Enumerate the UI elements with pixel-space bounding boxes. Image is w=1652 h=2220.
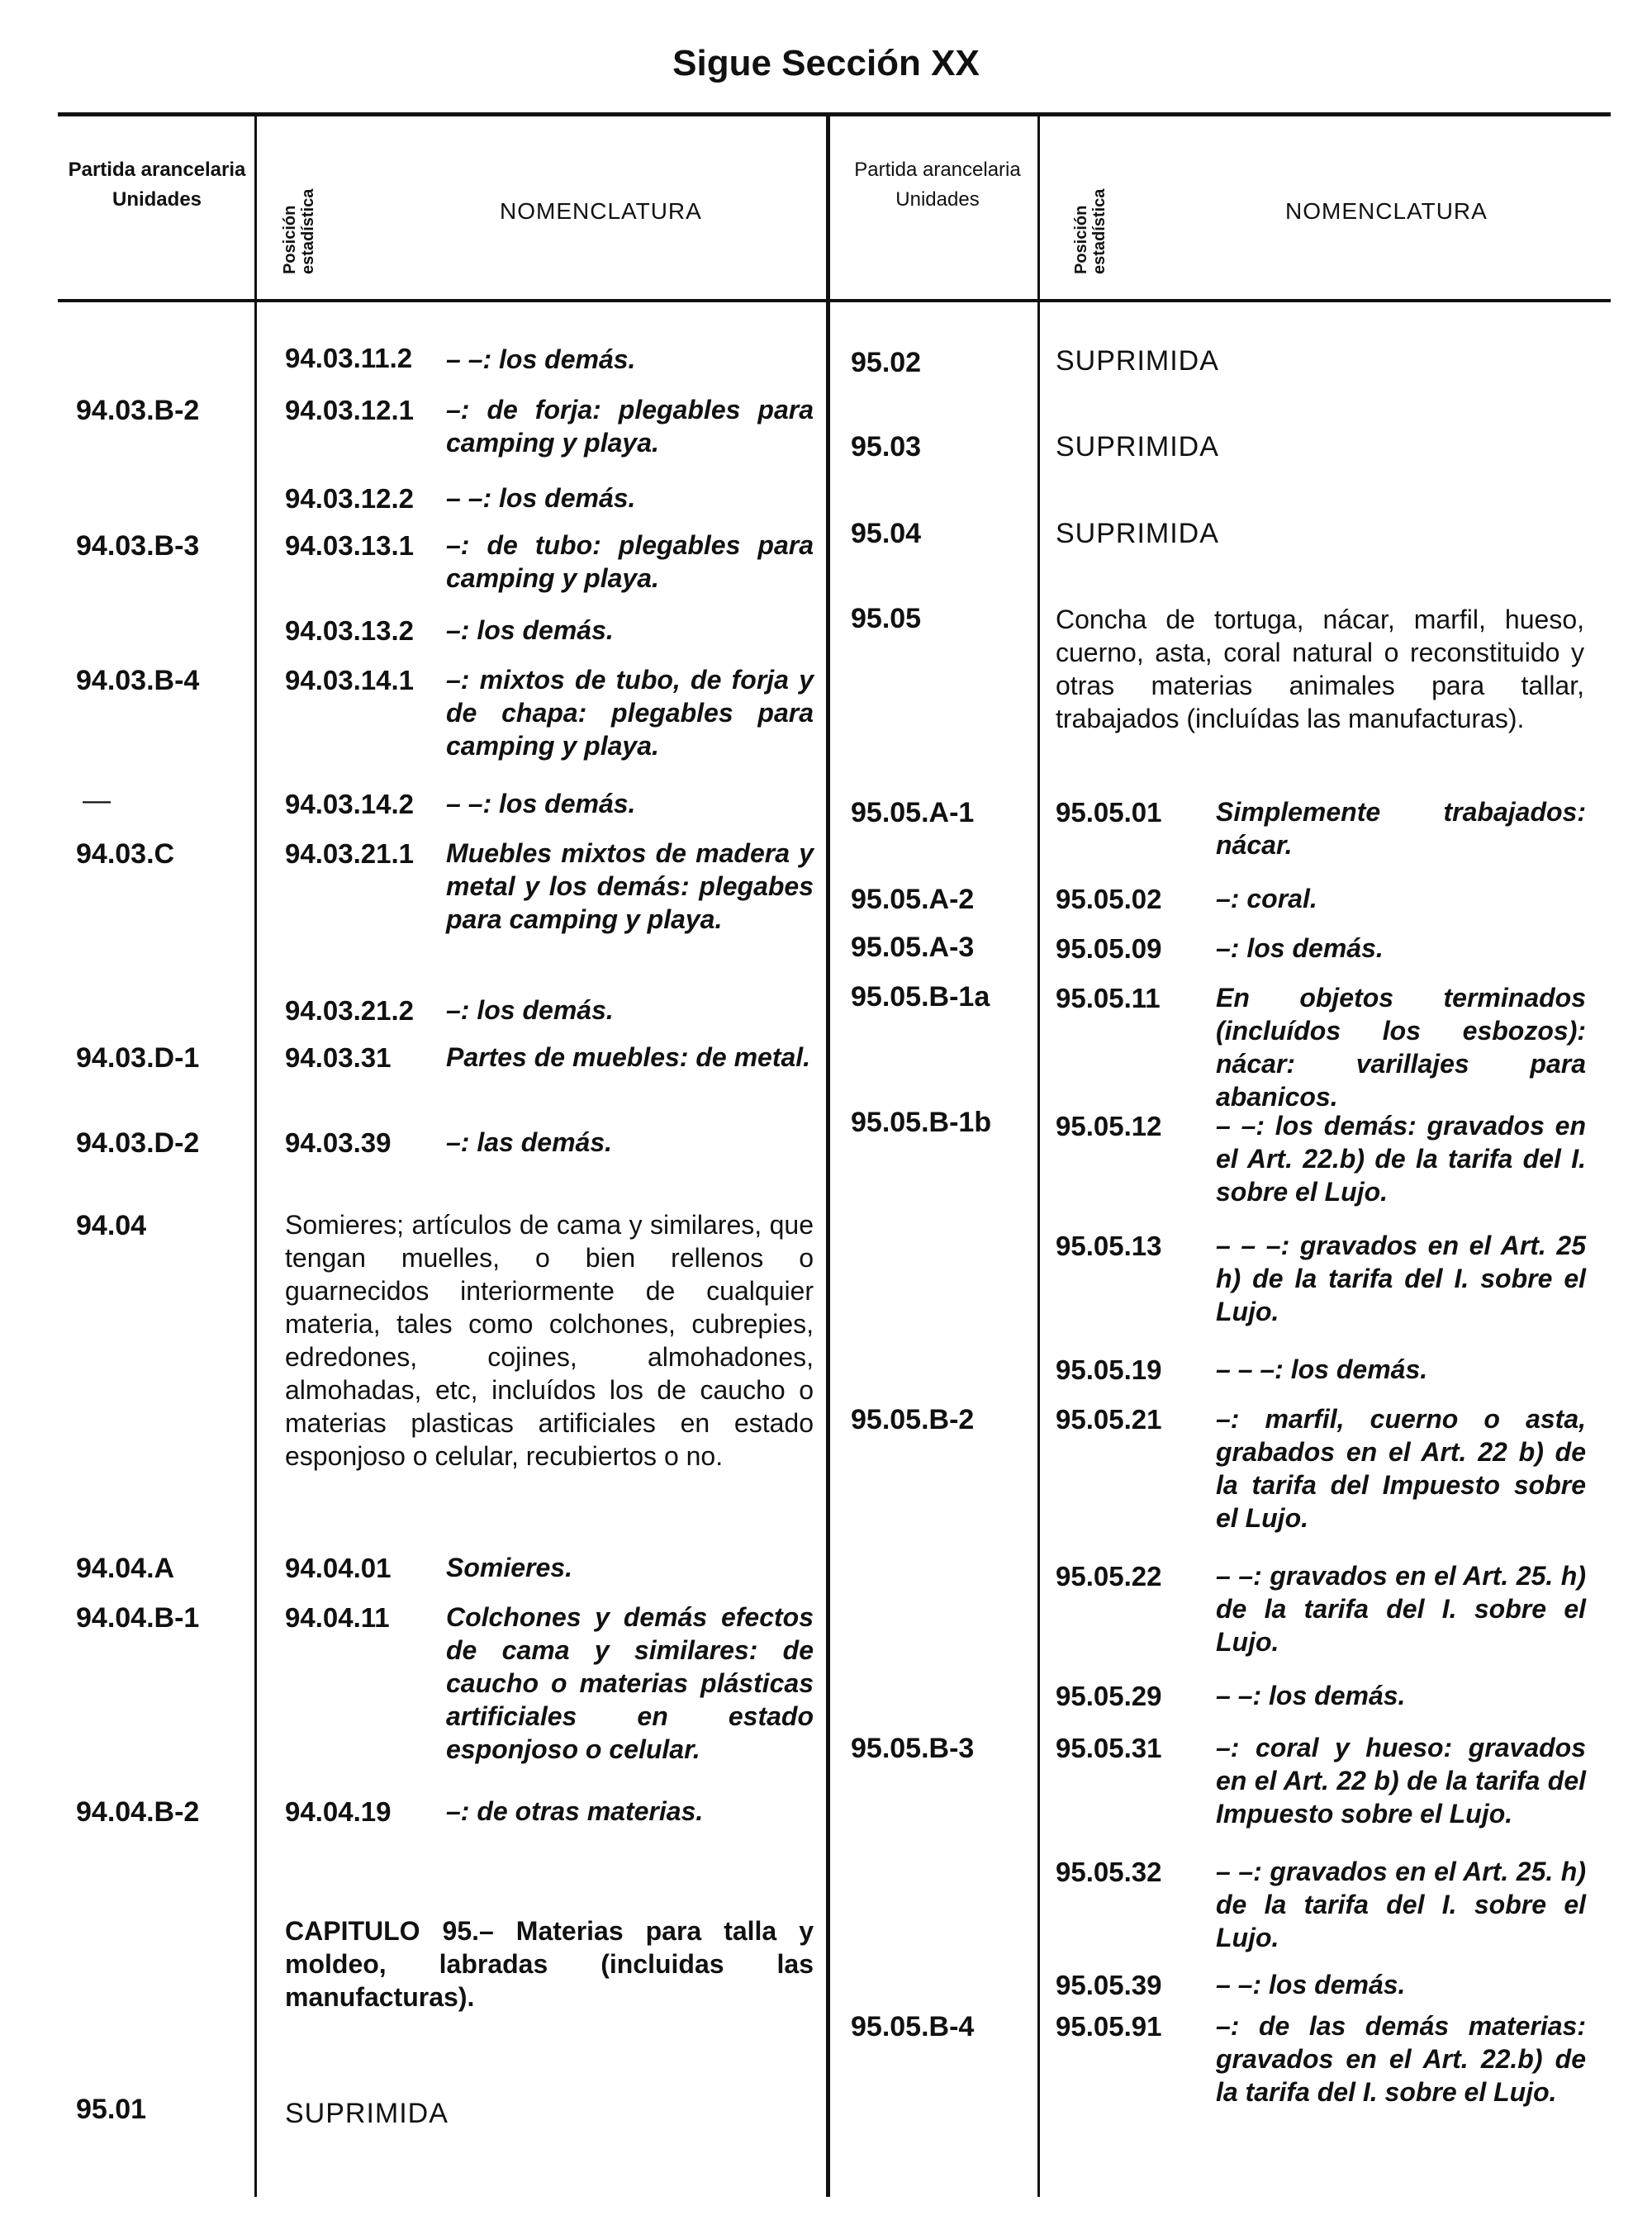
right-pos-10: 95.05.19 — [1056, 1354, 1162, 1385]
left-pos-9: 94.03.31 — [285, 1042, 392, 1073]
left-code-11: 94.04 — [76, 1210, 147, 1241]
left-code-1: 94.03.B-2 — [76, 395, 200, 426]
header-nomenclatura-right: NOMENCLATURA — [1285, 198, 1488, 224]
right-code-0: 95.02 — [851, 347, 922, 378]
left-pos-8: 94.03.21.2 — [285, 995, 414, 1026]
left-text-9: Partes de muebles: de metal. — [446, 1042, 811, 1072]
left-pos-2: 94.03.12.2 — [285, 483, 414, 514]
right-pos-11: 95.05.21 — [1056, 1404, 1162, 1435]
left-code-12: 94.04.A — [76, 1553, 175, 1584]
right-text-12: – –: gravados en el Art. 25. h) de la tarifa del I. sobre el Lujo. — [1216, 1561, 1586, 1657]
left-text-0: – –: los demás. — [446, 344, 636, 374]
right-text-11: –: marfil, cuerno o asta, grabados en el Art. 22 b) de la tarifa del Impuesto sobre el Lujo. — [1216, 1404, 1586, 1533]
right-pos-8: 95.05.12 — [1056, 1111, 1162, 1141]
left-code-16: 95.01 — [76, 2094, 147, 2125]
header-unidades-text: Unidades — [112, 188, 202, 211]
top-rule — [58, 112, 1611, 116]
right-code-3: 95.05 — [851, 603, 922, 634]
right-text-7: En objetos terminados (incluídos los esbozos): nácar: varillajes para abanicos. — [1216, 983, 1586, 1112]
left-pos-0: 94.03.11.2 — [285, 343, 413, 373]
right-pos-9: 95.05.13 — [1056, 1231, 1162, 1261]
left-pos-12: 94.04.01 — [285, 1553, 392, 1583]
left-pos-6: 94.03.14.2 — [285, 789, 414, 819]
right-code-7: 95.05.B-1a — [851, 981, 990, 1013]
left-text-16: SUPRIMIDA — [285, 2098, 449, 2129]
left-code-10: 94.03.D-2 — [76, 1127, 200, 1159]
left-pos-14: 94.04.19 — [285, 1796, 392, 1827]
right-text-15: – –: gravados en el Art. 25. h) de la tarifa del I. sobre el Lujo. — [1216, 1857, 1586, 1952]
right-code-6: 95.05.A-3 — [851, 932, 975, 963]
left-pos-13: 94.04.11 — [285, 1602, 390, 1633]
left-text-12: Somieres. — [446, 1553, 572, 1582]
left-text-5: –: mixtos de tubo, de forja y de chapa: plegables para camping y playa. — [446, 665, 814, 761]
right-text-13: – –: los demás. — [1216, 1681, 1406, 1710]
left-code-9: 94.03.D-1 — [76, 1042, 200, 1074]
left-code-14: 94.04.B-2 — [76, 1796, 200, 1828]
right-pos-6: 95.05.09 — [1056, 933, 1162, 964]
right-code-1: 95.03 — [851, 431, 922, 462]
left-text-2: – –: los demás. — [446, 483, 636, 513]
left-code-7: 94.03.C — [76, 838, 175, 870]
header-unidades-text: Unidades — [895, 188, 980, 211]
right-text-17: –: de las demás materias: gravados en el Art. 22.b) de la tarifa del I. sobre el Lujo. — [1216, 2011, 1586, 2107]
right-code-4: 95.05.A-1 — [851, 797, 975, 828]
header-posicion-left: Posición estadística — [281, 188, 317, 274]
left-text-13: Colchones y demás efectos de cama y similares: de caucho o materias plásticas artificiales en estado esponjoso o celular. — [446, 1602, 814, 1764]
right-code-17: 95.05.B-4 — [851, 2011, 975, 2042]
right-text-5: –: coral. — [1216, 884, 1317, 913]
right-text-9: – – –: gravados en el Art. 25 h) de la tarifa del I. sobre el Lujo. — [1216, 1231, 1586, 1326]
right-text-4: Simplemente trabajados: nácar. — [1216, 797, 1586, 860]
right-code-8: 95.05.B-1b — [851, 1107, 992, 1138]
right-pos-12: 95.05.22 — [1056, 1561, 1162, 1591]
left-text-7: Muebles mixtos de madera y metal y los demás: plegabes para camping y playa. — [446, 838, 814, 934]
right-pos-15: 95.05.32 — [1056, 1857, 1162, 1887]
right-text-16: – –: los demás. — [1216, 1970, 1406, 1999]
right-code-5: 95.05.A-2 — [851, 884, 975, 915]
left-text-14: –: de otras materias. — [446, 1796, 704, 1826]
right-text-8: – –: los demás: gravados en el Art. 22.b) de la tarifa del I. sobre el Lujo. — [1216, 1111, 1586, 1207]
col-divider-3 — [1037, 116, 1040, 2197]
right-pos-7: 95.05.11 — [1056, 983, 1161, 1013]
left-text-10: –: las demás. — [446, 1127, 612, 1157]
right-text-3: Concha de tortuga, nácar, marfil, hueso, cuerno, asta, coral natural o reconstituido y otras materias animales para tallar, trabajados (incluídas las manufacturas). — [1056, 605, 1584, 733]
left-pos-4: 94.03.13.2 — [285, 615, 414, 646]
left-text-4: –: los demás. — [446, 615, 614, 645]
left-pos-7: 94.03.21.1 — [285, 838, 414, 869]
col-divider-1 — [254, 116, 257, 2197]
right-text-2: SUPRIMIDA — [1056, 518, 1219, 549]
header-partida-text: Partida arancelaria — [854, 159, 1021, 181]
header-partida-left — [66, 157, 248, 213]
right-pos-14: 95.05.31 — [1056, 1733, 1162, 1763]
left-text-1: –: de forja: plegables para camping y playa. — [446, 395, 814, 458]
header-partida-text: Partida arancelaria — [68, 159, 246, 181]
right-pos-4: 95.05.01 — [1056, 797, 1162, 828]
right-text-1: SUPRIMIDA — [1056, 431, 1219, 462]
left-pos-10: 94.03.39 — [285, 1127, 392, 1158]
col-divider-center — [826, 116, 830, 2197]
left-code-6: — — [83, 785, 111, 816]
chapter-heading: CAPITULO 95.– Materias para talla y moldeo, labradas (incluidas las manufacturas). — [285, 1916, 814, 2012]
right-code-11: 95.05.B-2 — [851, 1404, 975, 1435]
right-code-2: 95.04 — [851, 518, 922, 549]
left-text-8: –: los demás. — [446, 995, 614, 1025]
right-pos-5: 95.05.02 — [1056, 884, 1162, 914]
left-code-13: 94.04.B-1 — [76, 1602, 200, 1634]
page-title: Sigue Sección XX — [672, 43, 980, 83]
left-pos-1: 94.03.12.1 — [285, 395, 414, 425]
left-code-5: 94.03.B-4 — [76, 665, 200, 696]
left-text-6: – –: los demás. — [446, 789, 636, 818]
left-text-3: –: de tubo: plegables para camping y playa. — [446, 530, 814, 593]
right-pos-13: 95.05.29 — [1056, 1681, 1162, 1711]
right-text-10: – – –: los demás. — [1216, 1354, 1428, 1384]
left-code-3: 94.03.B-3 — [76, 530, 200, 562]
right-text-0: SUPRIMIDA — [1056, 345, 1219, 377]
right-code-14: 95.05.B-3 — [851, 1733, 975, 1764]
left-pos-5: 94.03.14.1 — [285, 665, 414, 695]
left-text-11: Somieres; artículos de cama y similares, que tengan muelles, o bien rellenos o guarnecidos interiormente de cualquier materia, tales como colchones, cubrepies, edredones, cojines, almohadones, almohadas, etc, incluídos los de caucho o materias plasticas artificiales en estado esponjoso o celular, recubiertos o no. — [285, 1210, 814, 1471]
header-posicion-right: Posición estadística — [1072, 188, 1108, 274]
right-text-14: –: coral y hueso: gravados en el Art. 22 b) de la tarifa del Impuesto sobre el Lujo. — [1216, 1733, 1586, 1829]
header-nomenclatura-left: NOMENCLATURA — [500, 198, 702, 224]
header-partida-right — [847, 157, 1028, 213]
right-pos-16: 95.05.39 — [1056, 1970, 1162, 2000]
left-pos-3: 94.03.13.1 — [285, 530, 414, 561]
header-rule — [58, 299, 1611, 302]
right-pos-17: 95.05.91 — [1056, 2011, 1162, 2042]
right-text-6: –: los demás. — [1216, 933, 1384, 963]
